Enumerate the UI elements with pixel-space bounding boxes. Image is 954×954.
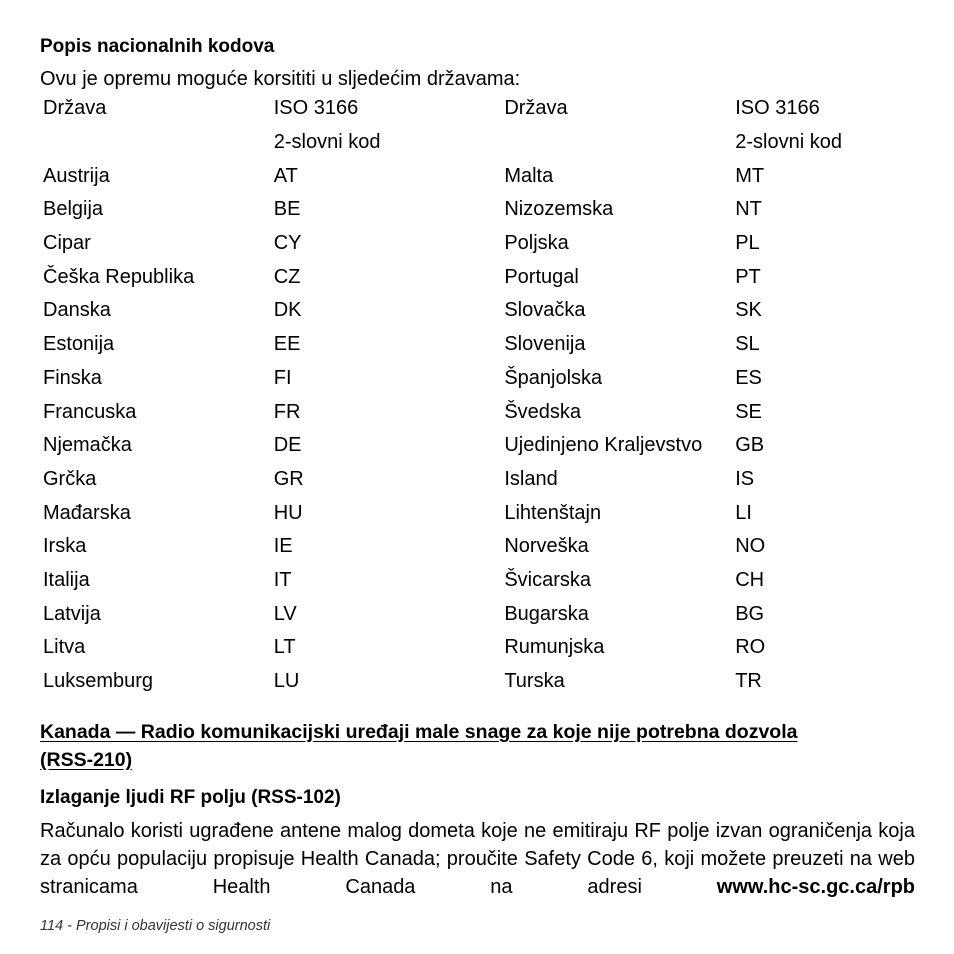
table-header-row	[40, 126, 915, 160]
country-code-cell: IS	[735, 467, 755, 490]
table-row	[40, 496, 915, 530]
country-code-cell: NT	[735, 198, 762, 221]
country-code-cell: PT	[735, 265, 761, 288]
country-code-cell: LU	[273, 670, 300, 693]
country-name-cell: Švedska	[504, 400, 582, 423]
country-code-cell: SL	[735, 333, 760, 356]
table-row	[40, 597, 915, 631]
table-row	[40, 362, 915, 396]
country-code-cell: BG	[735, 602, 765, 625]
country-name-cell: Rumunjska	[504, 636, 605, 659]
country-name-cell: Finska	[43, 366, 102, 389]
country-name-cell: Češka Republika	[43, 265, 195, 288]
country-code-cell: CH	[735, 568, 765, 591]
country-name-cell: Latvija	[43, 602, 101, 625]
country-name-cell: Bugarska	[504, 602, 589, 625]
table-row	[40, 395, 915, 429]
rf-body-paragraph	[40, 817, 915, 901]
health-canada-url: www.hc-sc.gc.ca/rpb	[716, 876, 915, 898]
table-row	[40, 294, 915, 328]
country-code-cell: DE	[273, 434, 302, 457]
country-name-cell: Francuska	[43, 400, 137, 423]
country-name-cell: Španjolska	[504, 366, 603, 389]
country-code-cell: FI	[273, 366, 292, 389]
country-code-cell: IE	[273, 535, 293, 558]
table-row	[40, 227, 915, 261]
country-name-cell: Ujedinjeno Kraljevstvo	[504, 434, 703, 457]
country-name-cell: Poljska	[504, 232, 569, 255]
header-cell: Država	[43, 97, 107, 120]
header-cell	[501, 126, 732, 160]
country-code-cell: LI	[735, 501, 752, 524]
country-name-cell: Grčka	[43, 467, 97, 490]
header-cell: ISO 3166	[273, 97, 359, 120]
country-name-cell: Island	[504, 467, 558, 490]
country-name-cell: Nizozemska	[504, 198, 614, 221]
page-footer: 114 - Propisi i obavijesti o sigurnosti	[40, 918, 271, 934]
country-code-cell: RO	[735, 636, 766, 659]
country-code-cell: AT	[273, 164, 298, 187]
country-code-cell: SE	[735, 400, 762, 423]
country-name-cell: Litva	[43, 636, 86, 659]
country-code-cell: CY	[273, 232, 302, 255]
country-name-cell: Njemačka	[43, 434, 132, 457]
header-cell	[40, 126, 271, 160]
country-name-cell: Austrija	[43, 164, 110, 187]
table-row	[40, 159, 915, 193]
header-cell: ISO 3166	[735, 97, 820, 120]
country-name-cell: Lihtenštajn	[504, 501, 602, 524]
table-row	[40, 665, 915, 699]
country-name-cell: Švicarska	[504, 568, 592, 591]
country-name-cell: Portugal	[504, 265, 579, 288]
table-row	[40, 193, 915, 227]
country-code-cell: IT	[273, 568, 292, 591]
table-row	[40, 429, 915, 463]
header-cell: Država	[504, 97, 568, 120]
country-code-cell: GR	[273, 467, 304, 490]
country-code-cell: TR	[735, 670, 762, 693]
country-code-cell: EE	[273, 333, 301, 356]
country-code-cell: LT	[273, 636, 296, 659]
country-code-cell: GB	[735, 434, 765, 457]
country-name-cell: Malta	[504, 164, 554, 187]
canada-heading	[40, 718, 915, 774]
country-code-cell: ES	[735, 366, 762, 389]
table-row	[40, 564, 915, 598]
country-name-cell: Slovenija	[504, 333, 586, 356]
country-code-cell: MT	[735, 164, 765, 187]
country-name-cell: Mađarska	[43, 501, 131, 524]
table-row	[40, 328, 915, 362]
country-code-cell: NO	[735, 535, 766, 558]
country-code-cell: LV	[273, 602, 297, 625]
rf-body-text: Računalo koristi ugrađene antene malog dometa koje ne emitiraju RF polje izvan ograničenja koja za opću populaciju propisuje Health Canada; proučite Safety Code 6, koji možete preuzeti na web stranicama Health Canada na adresi	[40, 820, 915, 898]
country-name-cell: Luksemburg	[43, 670, 154, 693]
country-name-cell: Belgija	[43, 198, 104, 221]
header-cell: 2-slovni kod	[735, 131, 842, 154]
country-name-cell: Cipar	[43, 232, 91, 255]
table-row	[40, 463, 915, 497]
header-cell: 2-slovni kod	[273, 131, 381, 154]
table-row	[40, 530, 915, 564]
country-code-cell: CZ	[273, 265, 301, 288]
country-codes-table	[40, 92, 915, 698]
country-name-cell: Italija	[43, 568, 90, 591]
table-header-row	[40, 92, 915, 126]
country-name-cell: Estonija	[43, 333, 115, 356]
country-name-cell: Danska	[43, 299, 111, 322]
rf-heading: Izlaganje ljudi RF polju (RSS-102)	[40, 787, 341, 808]
table-row	[40, 631, 915, 665]
country-code-cell: DK	[273, 299, 302, 322]
country-code-cell: BE	[273, 198, 301, 221]
country-code-cell: HU	[273, 501, 303, 524]
table-row	[40, 260, 915, 294]
country-name-cell: Slovačka	[504, 299, 586, 322]
country-code-cell: SK	[735, 299, 762, 322]
canada-heading-line2: (RSS-210)	[40, 749, 133, 771]
country-name-cell: Irska	[43, 535, 87, 558]
country-code-cell: FR	[273, 400, 301, 423]
canada-heading-line1: Kanada — Radio komunikacijski uređaji male snage za koje nije potrebna dozvola	[40, 721, 798, 743]
country-name-cell: Turska	[504, 670, 565, 693]
intro-text: Ovu je opremu moguće korsititi u sljedećim državama:	[40, 68, 521, 90]
country-code-cell: PL	[735, 232, 760, 255]
country-name-cell: Norveška	[504, 535, 589, 558]
section-title: Popis nacionalnih kodova	[40, 36, 275, 57]
